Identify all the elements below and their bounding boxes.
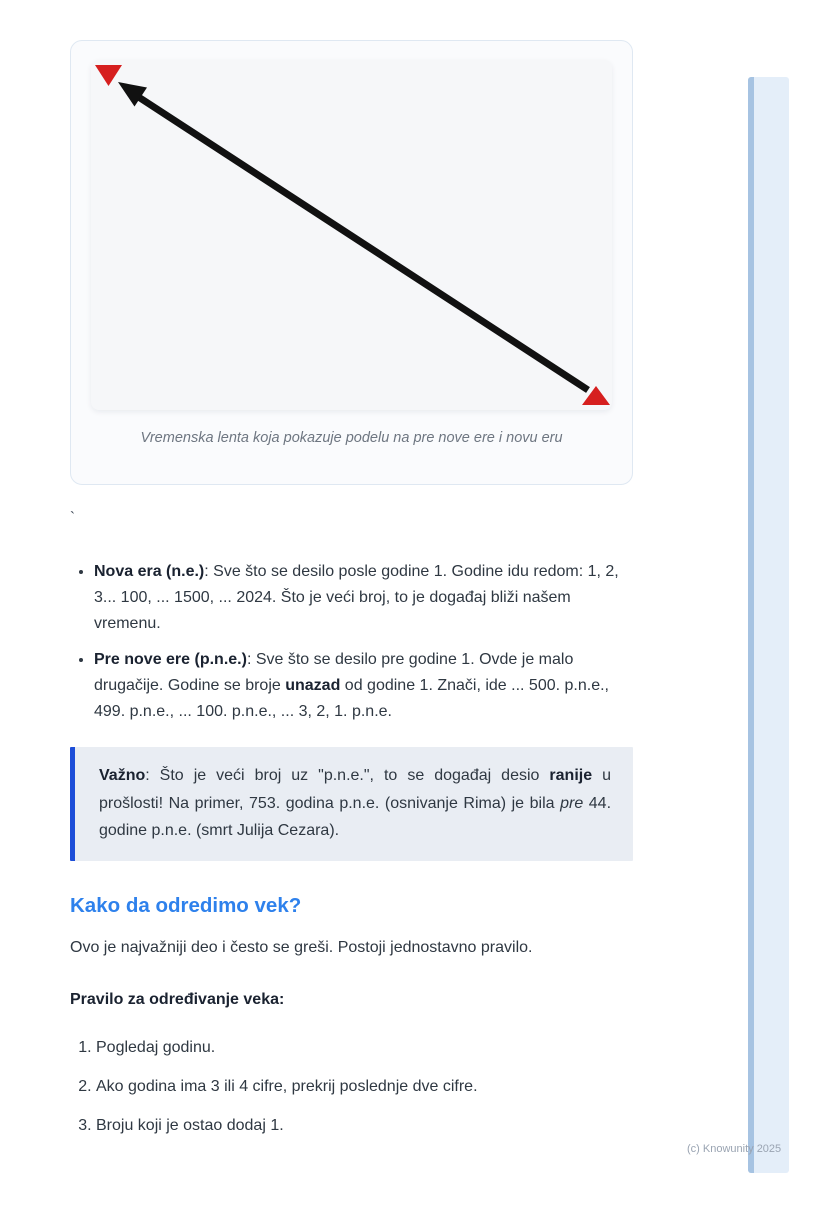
stray-backtick-text: ` bbox=[70, 509, 75, 526]
list-item: 2. Ako godina ima 3 ili 4 cifre, prekrij poslednje dve cifre. bbox=[96, 1074, 633, 1100]
rule-title: Pravilo za određivanje veka: bbox=[70, 990, 285, 1008]
text-segment: 44. godine p.n.e. (smrt Julija Cezara). bbox=[99, 794, 612, 839]
section-intro: Ovo je najvažniji deo i često se greši. Postoji jednostavno pravilo. bbox=[70, 938, 533, 956]
text-segment: od godine 1. Znači, ide ... 500. p.n.e., 499. p.n.e., ... 100. p.n.e., ... 3, 2, 1. p.n.e. bbox=[94, 677, 609, 720]
list-item-pre-nove-ere bbox=[94, 647, 633, 725]
list-item: 1. Pogledaj godinu. bbox=[96, 1035, 633, 1061]
text-segment: u prošlosti! Na primer, 753. godina p.n.e. (osnivanje Rima) je bila bbox=[99, 767, 612, 812]
timeline-line bbox=[137, 96, 588, 390]
text-segment: Važno bbox=[99, 767, 146, 784]
list-item: 3. Broju koji je ostao dodaj 1. bbox=[96, 1113, 633, 1139]
era-bullet-list bbox=[70, 559, 633, 725]
figure-card bbox=[70, 40, 633, 485]
callout-text bbox=[99, 767, 611, 839]
list-item-nova-era bbox=[94, 559, 633, 637]
text-segment: unazad bbox=[285, 677, 341, 694]
text-segment: : Sve što se desilo posle godine 1. Godine idu redom: 1, 2, 3... 100, ... 1500, ... 2024. Što je veći broj, to je događaj bliži našem vremenu. bbox=[94, 563, 619, 632]
figure-caption: Vremenska lenta koja pokazuje podelu na pre nove ere i novu eru bbox=[140, 430, 563, 446]
section-heading: Kako da odredimo vek? bbox=[70, 893, 302, 917]
timeline-marker-top-icon bbox=[95, 65, 122, 86]
text-segment: : Sve što se desilo pre godine 1. Ovde je malo drugačije. Godine se broje bbox=[94, 651, 574, 694]
watermark: (c) Knowunity 2025 bbox=[687, 1143, 782, 1155]
text-segment: : Što je veći broj uz "p.n.e.", to se događaj desio bbox=[145, 767, 550, 784]
bullet-text bbox=[94, 651, 609, 720]
text-segment: Nova era (n.e.) bbox=[94, 563, 205, 580]
important-callout bbox=[70, 747, 633, 861]
bullet-text bbox=[94, 563, 619, 632]
text-segment: Pre nove ere (p.n.e.) bbox=[94, 651, 247, 668]
text-segment: ranije bbox=[549, 767, 593, 784]
text-segment: pre bbox=[560, 794, 584, 812]
document-content bbox=[70, 40, 633, 1139]
timeline-arrow-graphic bbox=[91, 60, 612, 410]
right-scrollbar-strip[interactable] bbox=[748, 77, 789, 1173]
timeline-image bbox=[91, 60, 612, 410]
rule-steps-list bbox=[70, 1035, 633, 1139]
